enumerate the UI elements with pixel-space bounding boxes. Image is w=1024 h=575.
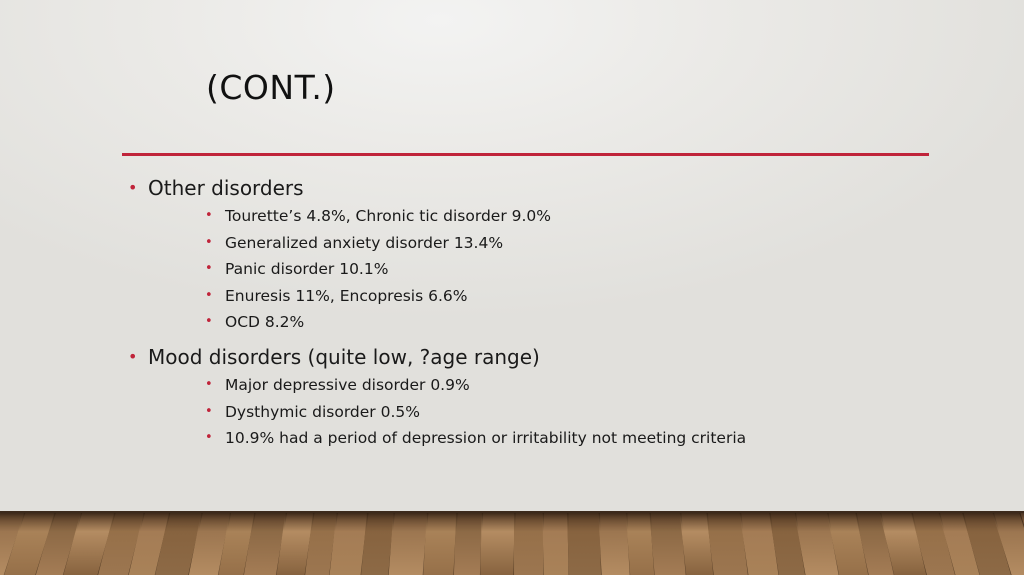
sub-bullet-text: Enuresis 11%, Encopresis 6.6% bbox=[225, 287, 468, 305]
bullet-icon: • bbox=[205, 404, 213, 419]
sub-bullet-gad bbox=[205, 232, 504, 254]
floor-plank bbox=[389, 513, 429, 575]
title-divider bbox=[122, 153, 929, 156]
sub-bullet-text: 10.9% had a period of depression or irritability not meeting criteria bbox=[225, 429, 747, 447]
sub-bullet-enuresis bbox=[205, 285, 468, 307]
sub-bullet-text: Generalized anxiety disorder 13.4% bbox=[225, 234, 504, 252]
sub-bullet-text: Major depressive disorder 0.9% bbox=[225, 376, 470, 394]
floor-plank bbox=[423, 513, 457, 575]
floor-plank bbox=[454, 513, 483, 575]
bullet-other-disorders bbox=[128, 175, 304, 201]
bullet-icon: • bbox=[205, 261, 213, 276]
sub-bullet-text: Dysthymic disorder 0.5% bbox=[225, 403, 420, 421]
sub-bullet-text: OCD 8.2% bbox=[225, 313, 305, 331]
bullet-text: Mood disorders (quite low, ?age range) bbox=[148, 345, 540, 369]
wood-floor-decoration bbox=[0, 513, 1024, 575]
bullet-text: Other disorders bbox=[148, 176, 304, 200]
bullet-icon: • bbox=[205, 208, 213, 223]
bullet-icon: • bbox=[205, 314, 213, 329]
sub-bullet-mdd bbox=[205, 374, 470, 396]
bullet-icon: • bbox=[128, 178, 138, 197]
bullet-icon: • bbox=[205, 377, 213, 392]
bullet-icon: • bbox=[205, 288, 213, 303]
bullet-icon: • bbox=[205, 235, 213, 250]
sub-bullet-ocd bbox=[205, 311, 305, 333]
floor-plank bbox=[480, 513, 515, 575]
floor-plank bbox=[542, 513, 569, 575]
bullet-mood-disorders bbox=[128, 344, 540, 370]
sub-bullet-dysthymic bbox=[205, 401, 420, 423]
sub-bullet-panic bbox=[205, 258, 389, 280]
bullet-icon: • bbox=[205, 430, 213, 445]
slide-title: (CONT.) bbox=[206, 68, 336, 107]
bullet-icon: • bbox=[128, 347, 138, 366]
floor-plank bbox=[567, 513, 602, 575]
sub-bullet-depression-period bbox=[205, 427, 747, 449]
sub-bullet-text: Tourette’s 4.8%, Chronic tic disorder 9.0% bbox=[225, 207, 551, 225]
sub-bullet-text: Panic disorder 10.1% bbox=[225, 260, 389, 278]
floor-plank bbox=[514, 513, 544, 575]
sub-bullet-tourettes bbox=[205, 205, 551, 227]
